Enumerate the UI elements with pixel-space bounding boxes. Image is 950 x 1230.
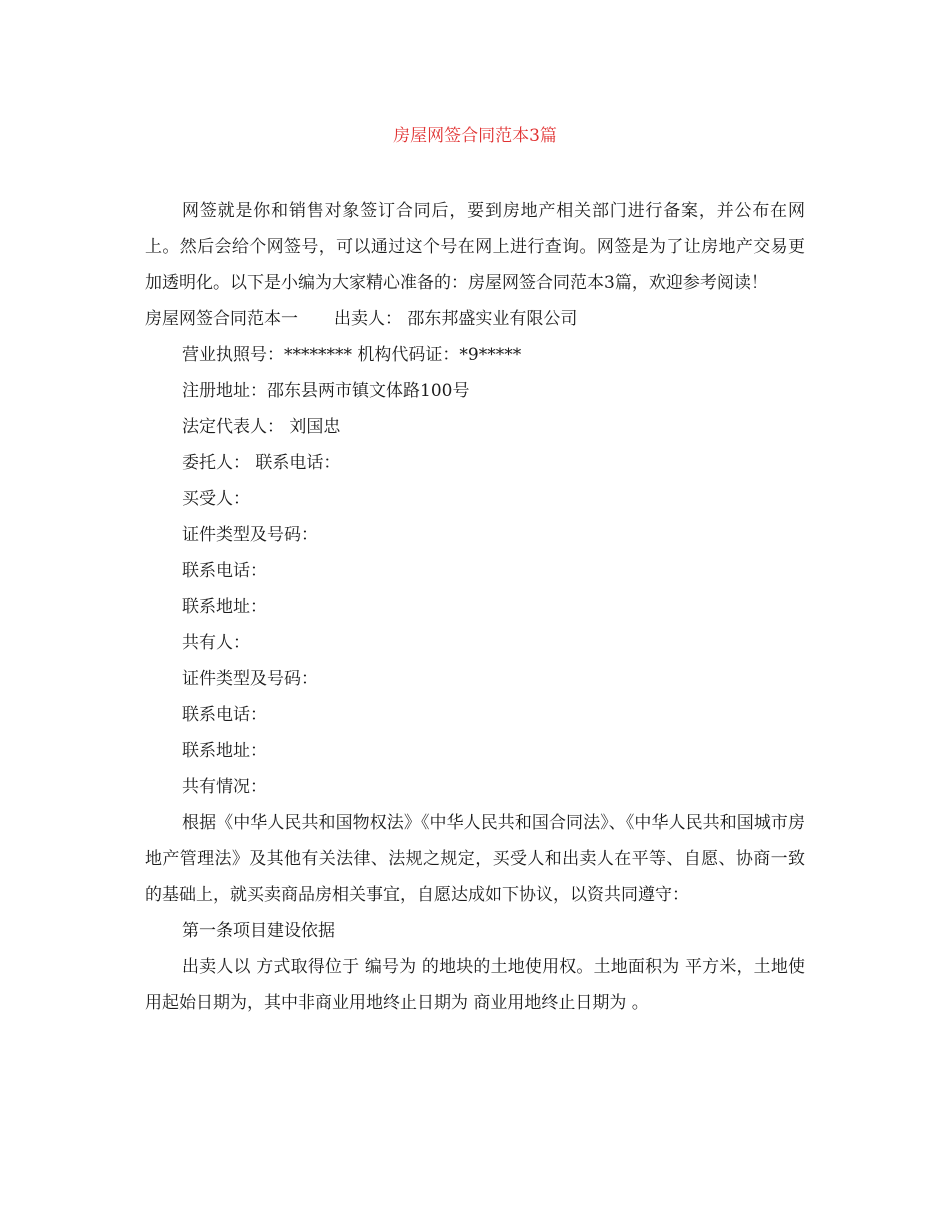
section-title: 房屋网签合同范本一 — [145, 309, 298, 329]
article1-title: 第一条项目建设依据 — [182, 921, 335, 941]
document-title: 房屋网签合同范本3篇 — [393, 126, 557, 146]
license-line: 营业执照号：******** 机构代码证：*9***** — [182, 345, 522, 365]
intro-paragraph: 网签就是你和销售对象签订合同后，要到房地产相关部门进行备案，并公布在网上。然后会给个网签号，可以通过这个号在网上进行查询。网签是为了让房地产交易更加透明化。以下是小编为大家精心准备的：房屋网签合同范本3篇，欢迎参考阅读！ — [145, 201, 805, 293]
seller-line: 出卖人： 邵东邦盛实业有限公司 — [334, 309, 578, 329]
address-line: 注册地址：邵东县两市镇文体路100号 — [182, 381, 470, 401]
co-owner-phone-line: 联系电话： — [182, 705, 267, 725]
buyer-id-line: 证件类型及号码： — [182, 525, 318, 545]
buyer-line: 买受人： — [182, 489, 250, 509]
article1-paragraph: 出卖人以 方式取得位于 编号为 的地块的土地使用权。土地面积为 平方米，土地使用起始日期为，其中非商业用地终止日期为 商业用地终止日期为 。 — [145, 957, 805, 1013]
buyer-address-line: 联系地址： — [182, 597, 267, 617]
co-ownership-line: 共有情况： — [182, 777, 267, 797]
agent-line: 委托人： 联系电话： — [182, 453, 341, 473]
buyer-phone-line: 联系电话： — [182, 561, 267, 581]
document-body — [145, 193, 805, 1021]
basis-paragraph: 根据《中华人民共和国物权法》《中华人民共和国合同法》、《中华人民共和国城市房地产管理法》及其他有关法律、法规之规定，买受人和出卖人在平等、自愿、协商一致的基础上，就买卖商品房相关事宜，自愿达成如下协议，以资共同遵守： — [145, 813, 805, 905]
co-owner-id-line: 证件类型及号码： — [182, 669, 318, 689]
legal-rep-line: 法定代表人： 刘国忠 — [182, 417, 341, 437]
section-heading-line — [145, 301, 805, 337]
co-owner-address-line: 联系地址： — [182, 741, 267, 761]
co-owner-line: 共有人： — [182, 633, 250, 653]
